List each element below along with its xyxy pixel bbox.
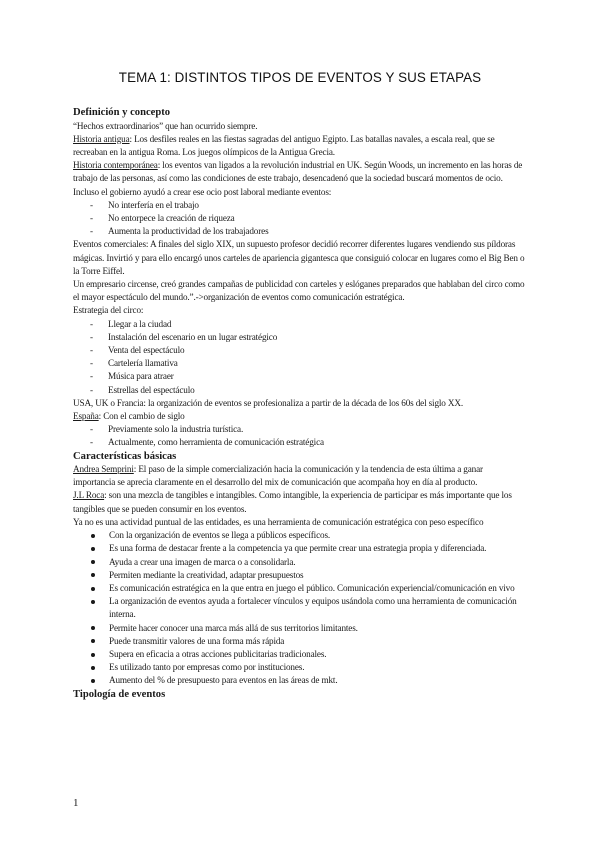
- list-item: Con la organización de eventos se llega a públicos específicos.: [73, 529, 525, 542]
- list-item: - Estrellas del espectáculo: [73, 384, 525, 397]
- list-item: Ayuda a crear una imagen de marca o a consolidarla.: [73, 556, 525, 569]
- list-item: Supera en eficacia a otras acciones publicitarias tradicionales.: [73, 648, 525, 661]
- list-item: - Aumenta la productividad de los trabajadores: [73, 225, 525, 238]
- paragraph-estrategia-circo: Estrategia del circo:: [73, 305, 144, 316]
- paragraph-eventos-comerciales: Eventos comerciales: A finales del siglo XIX, un supuesto profesor decidió recorrer diferentes lugares vendiendo sus píldoras mágicas. Invirtió y para ello encargó unos carteles de apariencia gigantesca que consiguió colocar en lugares como el Big Ben o la Torre Eiffel.: [73, 239, 525, 276]
- document-body: [73, 106, 525, 701]
- list-item: La organización de eventos ayuda a fortalecer vínculos y equipos usándola como una herramienta de comunicación interna.: [73, 595, 525, 621]
- list-item: - Música para atraer: [73, 370, 525, 383]
- list-item: - Cartelería llamativa: [73, 357, 525, 370]
- paragraph-historia-contemporanea: [73, 159, 525, 185]
- list-item: - No interfería en el trabajo: [73, 199, 525, 212]
- paragraph-roca: [73, 489, 525, 515]
- semprini-label: Andrea Semprini: [73, 464, 134, 475]
- list-item: Es comunicación estratégica en la que entra en juego el público. Comunicación experiencial/comunicación en vivo: [73, 582, 525, 595]
- caracteristicas-list: [73, 529, 525, 687]
- historia-antigua-text: : Los desfiles reales en las fiestas sagradas del antiguo Egipto. Las batallas navales, a escala real, que se recreaban en la antigua Roma. Los juegos olímpicos de la Antigua Grecia.: [73, 133, 495, 157]
- espana-text: : Con el cambio de siglo: [98, 410, 185, 421]
- roca-label: J.L Roca: [73, 490, 105, 501]
- list-item: Permiten mediante la creatividad, adaptar presupuestos: [73, 569, 525, 582]
- historia-contemporanea-text: : los eventos van ligados a la revolución industrial en UK. Según Woods, un incremento en las horas de trabajo de las personas, así como las condiciones de este trabajo, desencadenó que la sociedad buscará momentos de ocio.: [73, 160, 523, 184]
- gobierno-list: [73, 199, 525, 239]
- page-title: TEMA 1: DISTINTOS TIPOS DE EVENTOS Y SUS ETAPAS: [118, 70, 482, 85]
- intro-quote: “Hechos extraordinarios” que han ocurrido siempre.: [73, 120, 258, 131]
- section-heading-definicion: Definición y concepto: [73, 107, 171, 118]
- estrategia-list: [73, 318, 525, 397]
- historia-antigua-label: Historia antigua: [73, 133, 130, 144]
- list-item: - Previamente solo la industria turística.: [73, 423, 525, 436]
- paragraph-espana: [73, 410, 525, 423]
- section-heading-caracteristicas: Características básicas: [73, 450, 177, 462]
- paragraph-historia-antigua: [73, 133, 525, 159]
- list-item: - Llegar a la ciudad: [73, 318, 525, 331]
- list-item: Aumento del % de presupuesto para eventos en las áreas de mkt.: [73, 674, 525, 687]
- paragraph-empresario-circense: Un empresario circense, creó grandes campañas de publicidad con carteles y eslóganes preparados que hablaban del circo como el mayor espectáculo del mundo.”.->organización de eventos como comunicación estratégica.: [73, 278, 525, 303]
- list-item: Permite hacer conocer una marca más allá de sus territorios limitantes.: [73, 622, 525, 635]
- paragraph-semprini: [73, 463, 525, 489]
- paragraph-usa: USA, UK o Francia: la organización de eventos se profesionaliza a partir de la década de los 60s del siglo XX.: [73, 397, 464, 408]
- espana-label: España: [73, 410, 99, 421]
- paragraph-gobierno: Incluso el gobierno ayudó a crear ese ocio post laboral mediante eventos:: [73, 186, 332, 197]
- list-item: - Actualmente, como herramienta de comunicación estratégica: [73, 436, 525, 449]
- list-item: Es una forma de destacar frente a la competencia ya que permite crear una estrategia propia y diferenciada.: [73, 542, 525, 555]
- roca-text: : son una mezcla de tangibles e intangibles. Como intangible, la experiencia de participar es más importante que los tangibles que se pueden consumir en los eventos.: [73, 490, 512, 514]
- list-item: - No entorpece la creación de riqueza: [73, 212, 525, 225]
- list-item: - Venta del espectáculo: [73, 344, 525, 357]
- list-item: Es utilizado tanto por empresas como por instituciones.: [73, 661, 525, 674]
- page-number: 1: [73, 797, 79, 809]
- list-item: Puede transmitir valores de una forma más rápida: [73, 635, 525, 648]
- list-item: - Instalación del escenario en un lugar estratégico: [73, 331, 525, 344]
- paragraph-ya-no: Ya no es una actividad puntual de las entidades, es una herramienta de comunicación estratégica con peso específico: [73, 516, 484, 527]
- semprini-text: : El paso de la simple comercialización hacia la comunicación y la tendencia de esta última a ganar importancia se aprecia claramente en el desarrollo del mix de comunicación que acompaña hoy en día al producto.: [73, 464, 483, 488]
- section-heading-tipologia: Tipología de eventos: [73, 688, 166, 700]
- historia-contemporanea-label: Historia contemporánea: [73, 160, 158, 171]
- espana-list: [73, 423, 525, 449]
